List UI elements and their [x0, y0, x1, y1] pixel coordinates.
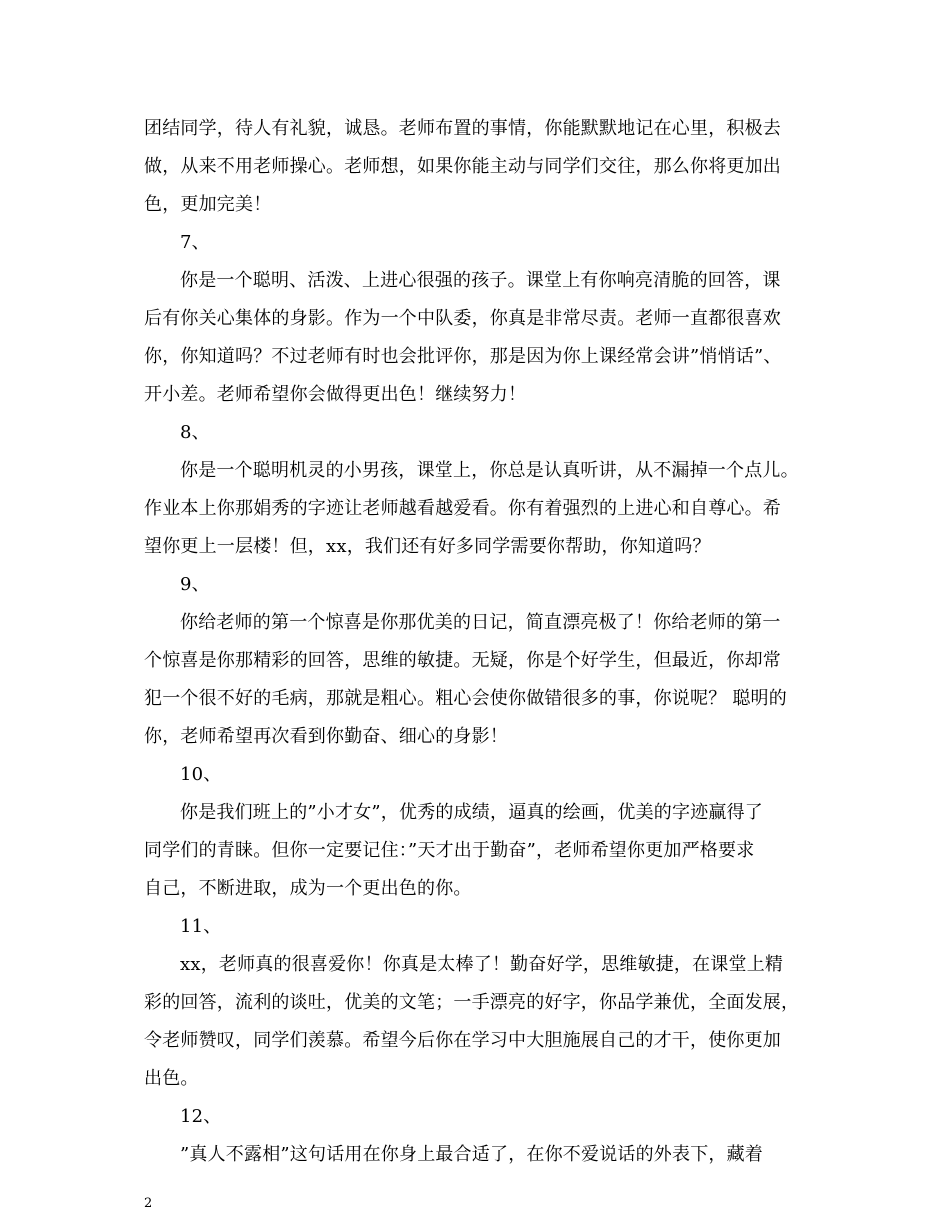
- text-line: 你是一个聪明、活泼、上进心很强的孩子。课堂上有你响亮清脆的回答，课: [180, 270, 781, 291]
- item-number: 11、: [180, 916, 222, 937]
- text-line: ”真人不露相”这句话用在你身上最合适了，在你不爱说话的外表下，藏着: [180, 1144, 764, 1165]
- text-line: 望你更上一层楼！但，xx，我们还有好多同学需要你帮助，你知道吗？: [144, 536, 711, 557]
- text-line: xx，老师真的很喜爱你！你真是太棒了！勤奋好学，思维敏捷，在课堂上精: [180, 954, 784, 975]
- text-line: 你是我们班上的”小才女”，优秀的成绩，逼真的绘画，优美的字迹赢得了: [180, 802, 764, 823]
- text-line: 自己，不断进取，成为一个更出色的你。: [144, 878, 472, 899]
- text-line: 开小差。老师希望你会做得更出色！继续努力！: [144, 384, 527, 405]
- item-number: 7、: [180, 232, 210, 253]
- text-line: 你，老师希望再次看到你勤奋、细心的身影！: [144, 726, 508, 747]
- text-line: 犯一个很不好的毛病，那就是粗心。粗心会使你做错很多的事，你说呢？ 聪明的: [144, 688, 787, 709]
- text-line: 作业本上你那娟秀的字迹让老师越看越爱看。你有着强烈的上进心和自尊心。希: [144, 498, 781, 519]
- text-line: 个惊喜是你那精彩的回答，思维的敏捷。无疑，你是个好学生，但最近，你却常: [144, 650, 781, 671]
- text-line: 团结同学，待人有礼貌，诚恳。老师布置的事情，你能默默地记在心里，积极去: [144, 118, 781, 139]
- text-line: 你，你知道吗？不过老师有时也会批评你，那是因为你上课经常会讲”悄悄话”、: [144, 346, 782, 367]
- text-line: 后有你关心集体的身影。作为一个中队委，你真是非常尽责。老师一直都很喜欢: [144, 308, 781, 329]
- item-number: 10、: [180, 764, 222, 785]
- item-number: 12、: [180, 1106, 222, 1127]
- item-number: 9、: [180, 574, 210, 595]
- page-number: 2: [144, 1196, 153, 1211]
- text-line: 做，从来不用老师操心。老师想，如果你能主动与同学们交往，那么你将更加出: [144, 156, 781, 177]
- text-line: 令老师赞叹，同学们羡慕。希望今后你在学习中大胆施展自己的才干，使你更加: [144, 1030, 781, 1051]
- text-line: 彩的回答，流利的谈吐，优美的文笔；一手漂亮的好字，你品学兼优，全面发展，: [144, 992, 800, 1013]
- text-line: 同学们的青睐。但你一定要记住：”天才出于勤奋”，老师希望你更加严格要求: [144, 840, 755, 861]
- text-line: 出色。: [144, 1068, 199, 1089]
- text-line: 色，更加完美！: [144, 194, 272, 215]
- item-number: 8、: [180, 422, 210, 443]
- text-line: 你是一个聪明机灵的小男孩，课堂上，你总是认真听讲，从不漏掉一个点儿。: [180, 460, 799, 481]
- text-line: 你给老师的第一个惊喜是你那优美的日记，简直漂亮极了！你给老师的第一: [180, 612, 781, 633]
